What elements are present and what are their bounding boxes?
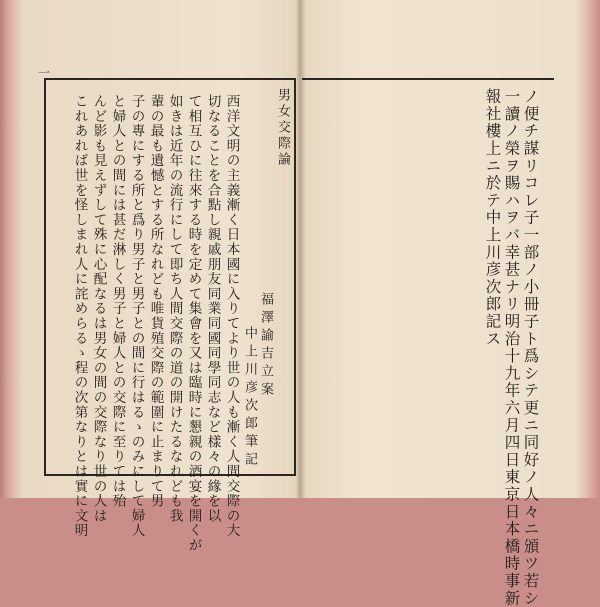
text-column: 報社樓上ニ於テ中上川彦次郎記ス: [483, 88, 502, 348]
essay-title: 男女交際論: [275, 88, 290, 168]
body-column: 輩の最も遺憾とする所なれども唯貨殖交際の範圍に止まりて男: [147, 94, 164, 509]
body-column: と婦人との間には甚だ淋しく男子と婦人との交際に至りては殆: [109, 94, 126, 509]
body-column: 子の專にする所と爲り男子と男子との間に行はるゝのみにして婦人: [128, 94, 145, 538]
body-column: んど影も見えずして殊に心配なるは男女の間の交際なり世の人は: [90, 94, 107, 524]
body-column: て相互ひに往來する時を定めて集會を又は臨時に懇親の酒宴を開くが: [185, 94, 202, 553]
body-column: 西洋文明の主義漸く日本國に入りてより世の人も漸く人間交際の大: [223, 94, 240, 538]
scribe-name: 中上川彦次郎筆記: [242, 326, 257, 470]
text-column: 一讀ノ榮ヲ賜ハヲバ幸甚ナリ明治十九年六月四日東京日本橋時事新: [502, 88, 521, 607]
page-number-mark: 一: [38, 66, 51, 80]
body-column: 切なることを合點し親戚朋友同業同國同學同志など樣々の緣を以: [204, 94, 221, 524]
body-column: これあれば世を怪しまれ人に詫めらるゝ程の次第なりとは實に文明: [71, 94, 88, 538]
author-name: 福澤諭吉立案: [258, 292, 273, 400]
body-column: 如きは近年の流行にして即ち人間交際の道の開けたるなれども我: [166, 94, 183, 524]
text-column: ノ便チ謀リコレ子一部ノ小冊子ト爲シテ更ニ同好ノ人々ニ頒ツ若シ: [521, 88, 540, 607]
